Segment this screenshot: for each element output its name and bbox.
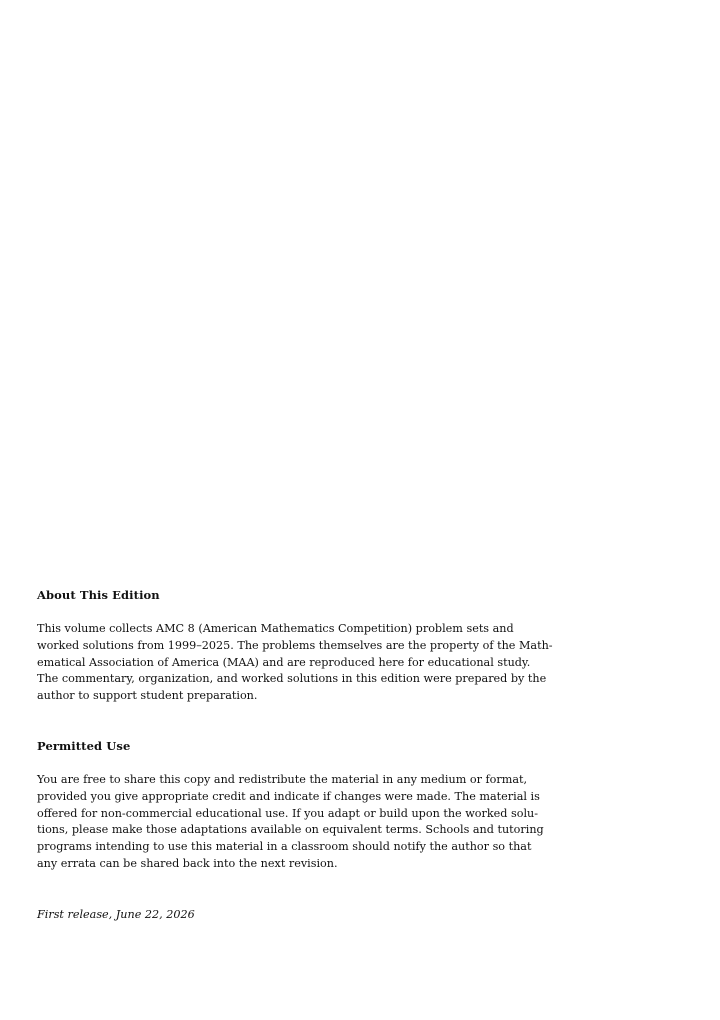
about-line-1: This volume collects AMC 8 (American Mathematics Competition) problem sets and: [37, 622, 514, 635]
about-line-3: ematical Association of America (MAA) and are reproduced here for educational study.: [37, 655, 531, 669]
about-line-2: worked solutions from 1999–2025. The problems themselves are the property of the Math-: [37, 638, 553, 652]
about-edition-paragraph: [37, 621, 553, 705]
permitted-line-5: programs intending to use this material in a classroom should notify the author so that: [37, 840, 532, 854]
permitted-line-1: You are free to share this copy and redistribute the material in any medium or format,: [37, 773, 528, 786]
about-line-5: author to support student preparation.: [37, 689, 258, 703]
about-edition-heading: About This Edition: [37, 588, 160, 602]
permitted-line-6: any errata can be shared back into the next revision.: [37, 856, 338, 870]
permitted-use-heading: Permitted Use: [37, 739, 131, 753]
about-line-4: The commentary, organization, and worked solutions in this edition were prepared by the: [37, 672, 547, 686]
release-date: First release, June 22, 2026: [37, 908, 195, 921]
permitted-use-paragraph: [37, 772, 544, 873]
permitted-line-3: offered for non-commercial educational use. If you adapt or build upon the worked solu-: [37, 806, 539, 820]
permitted-line-2: provided you give appropriate credit and indicate if changes were made. The material is: [37, 789, 540, 803]
permitted-line-4: tions, please make those adaptations available on equivalent terms. Schools and tutoring: [37, 823, 544, 837]
